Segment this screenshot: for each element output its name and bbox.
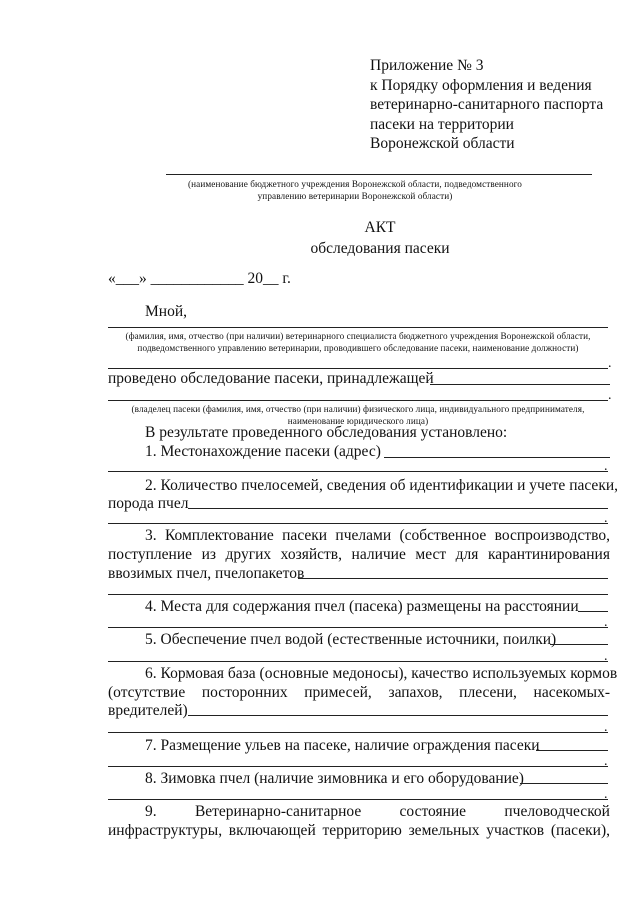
item-3-field [298,578,608,579]
item-1-label: 1. Местонахождение пасеки (адрес) [145,443,381,460]
item-5-label: 5. Обеспечение пчел водой (естественные источники, поилки) [145,631,557,648]
appendix-line: пасеки на территории [370,115,514,133]
item-7-label: 7. Размещение ульев на пасеке, наличие ограждения пасеки [145,737,540,754]
item-2-field [188,508,608,509]
document-page: Приложение № 3 к Порядку оформления и ведения ветеринарно-санитарного паспорта пасеки на территории Воронежской области (наименование бюджетного учреждения Воронежской области, подведомственного управлению ветеринарии Воронежской области) АКТ обследования пасеки «___» ____________ 20__ г. Мной, (фамилия, имя, отчество (при наличии) ветеринарного специалиста бюджетного учреждения Воронежской области, подведомственного управлению ветеринарии, проводившего обследование пасеки, наименование должности) . проведено обследование пасеки, принадлежащей . (владелец пасеки (фамилия, имя, отчество (при наличии) физического лица, индивидуального предпринимателя, наименование юридического лица) В результате проведенного обследования установлено: 1. Местонахождение пасеки (адрес) . 2. Количество пчелосемей, сведения об идентификации и учете пасеки, порода пчел . 3. Комплектование пасеки пчелами (собственное воспроизводство, поступление из других хозяйств, наличие мест для карантинирования ввозимых пчел, пчелопакетов 4. Места для содержания пчел (пасека) размещены на расстоянии . 5. Обеспечение пчел водой (естественные источники, поилки) . 6. Кормовая база (основные медоносы), качество используемых кормов (отсутствие посторонних примесей, запахов, плесени, насекомых- вредителей) . 7. Размещение ульев на пасеке, наличие ограждения пасеки . 8. Зимовка пчел (наличие зимовника и его оборудование) . 9. Ветеринарно-санитарное состояние пчеловодческой инфраструктуры, включающей территорию земельных участков (пасеки), [0,0,640,902]
appendix-line: Приложение № 3 [370,57,484,74]
by-me-label: Мной, [145,303,187,320]
owner-line [430,384,610,385]
appendix-line: Воронежской области [370,135,515,152]
item-1-field-2 [108,471,608,472]
item-4-field [578,611,608,612]
item-9-line-1: 9. Ветеринарно-санитарное состояние пчеловодческой [145,803,610,820]
item-6-line-1: 6. Кормовая база (основные медоносы), качество используемых кормов [145,665,618,682]
conducted-label: проведено обследование пасеки, принадлежащей [108,370,434,387]
item-3-line-1: 3. Комплектование пасеки пчелами (собственное воспроизводство, [145,527,610,544]
item-7-field [536,750,608,751]
item-2-label: 2. Количество пчелосемей, сведения об идентификации и учете пасеки, [145,477,619,494]
owner-line-2 [108,400,608,401]
owner-caption: (владелец пасеки (фамилия, имя, отчество (при наличии) физического лица, индивидуального предпринимателя, наименование юридического лица) [131,404,585,426]
institution-line [166,174,592,175]
item-8-label: 8. Зимовка пчел (наличие зимовника и его оборудование) [145,770,524,787]
doc-title: АКТ обследования пасеки [310,219,450,257]
appendix-header [370,56,630,154]
appendix-line: ветеринарно-санитарного паспорта [370,96,604,113]
specialist-caption: (фамилия, имя, отчество (при наличии) ветеринарного специалиста бюджетного учреждения Воронежской области, подведомственного управлению ветеринарии, проводившего обследование пасеки, наименование должности) [125,331,591,353]
item-1-field [384,457,610,458]
item-5-field-2 [108,661,608,662]
item-3-line-2: поступление из других хозяйств, наличие мест для карантинирования [108,546,610,563]
item-6-field-2 [108,732,608,733]
item-7-field-2 [108,766,608,767]
date-line: «___» ____________ 20__ г. [108,270,291,287]
item-6-field [188,715,608,716]
item-2-breed-label: порода пчел [108,495,189,512]
item-6-line-2: (отсутствие посторонних примесей, запахов, плесени, насекомых- [108,684,610,701]
item-4-label: 4. Места для содержания пчел (пасека) размещены на расстоянии [145,598,579,615]
specialist-line [108,327,608,328]
appendix-line: к Порядку оформления и ведения [370,76,592,94]
item-8-field [520,783,608,784]
item-4-field-2 [108,627,608,628]
item-5-field [550,644,608,645]
item-2-field-2 [108,523,608,524]
item-6-line-3: вредителей) [108,702,188,719]
item-3-field-2 [108,594,608,595]
institution-caption: (наименование бюджетного учреждения Воронежской области, подведомственного управлению ветеринарии Воронежской области) [188,179,522,201]
item-8-field-2 [108,799,608,800]
result-intro: В результате проведенного обследования установлено: [145,424,508,441]
item-3-line-3: ввозимых пчел, пчелопакетов [108,565,305,582]
item-9-line-2: инфраструктуры, включающей территорию земельных участков (пасеки), [108,822,610,839]
